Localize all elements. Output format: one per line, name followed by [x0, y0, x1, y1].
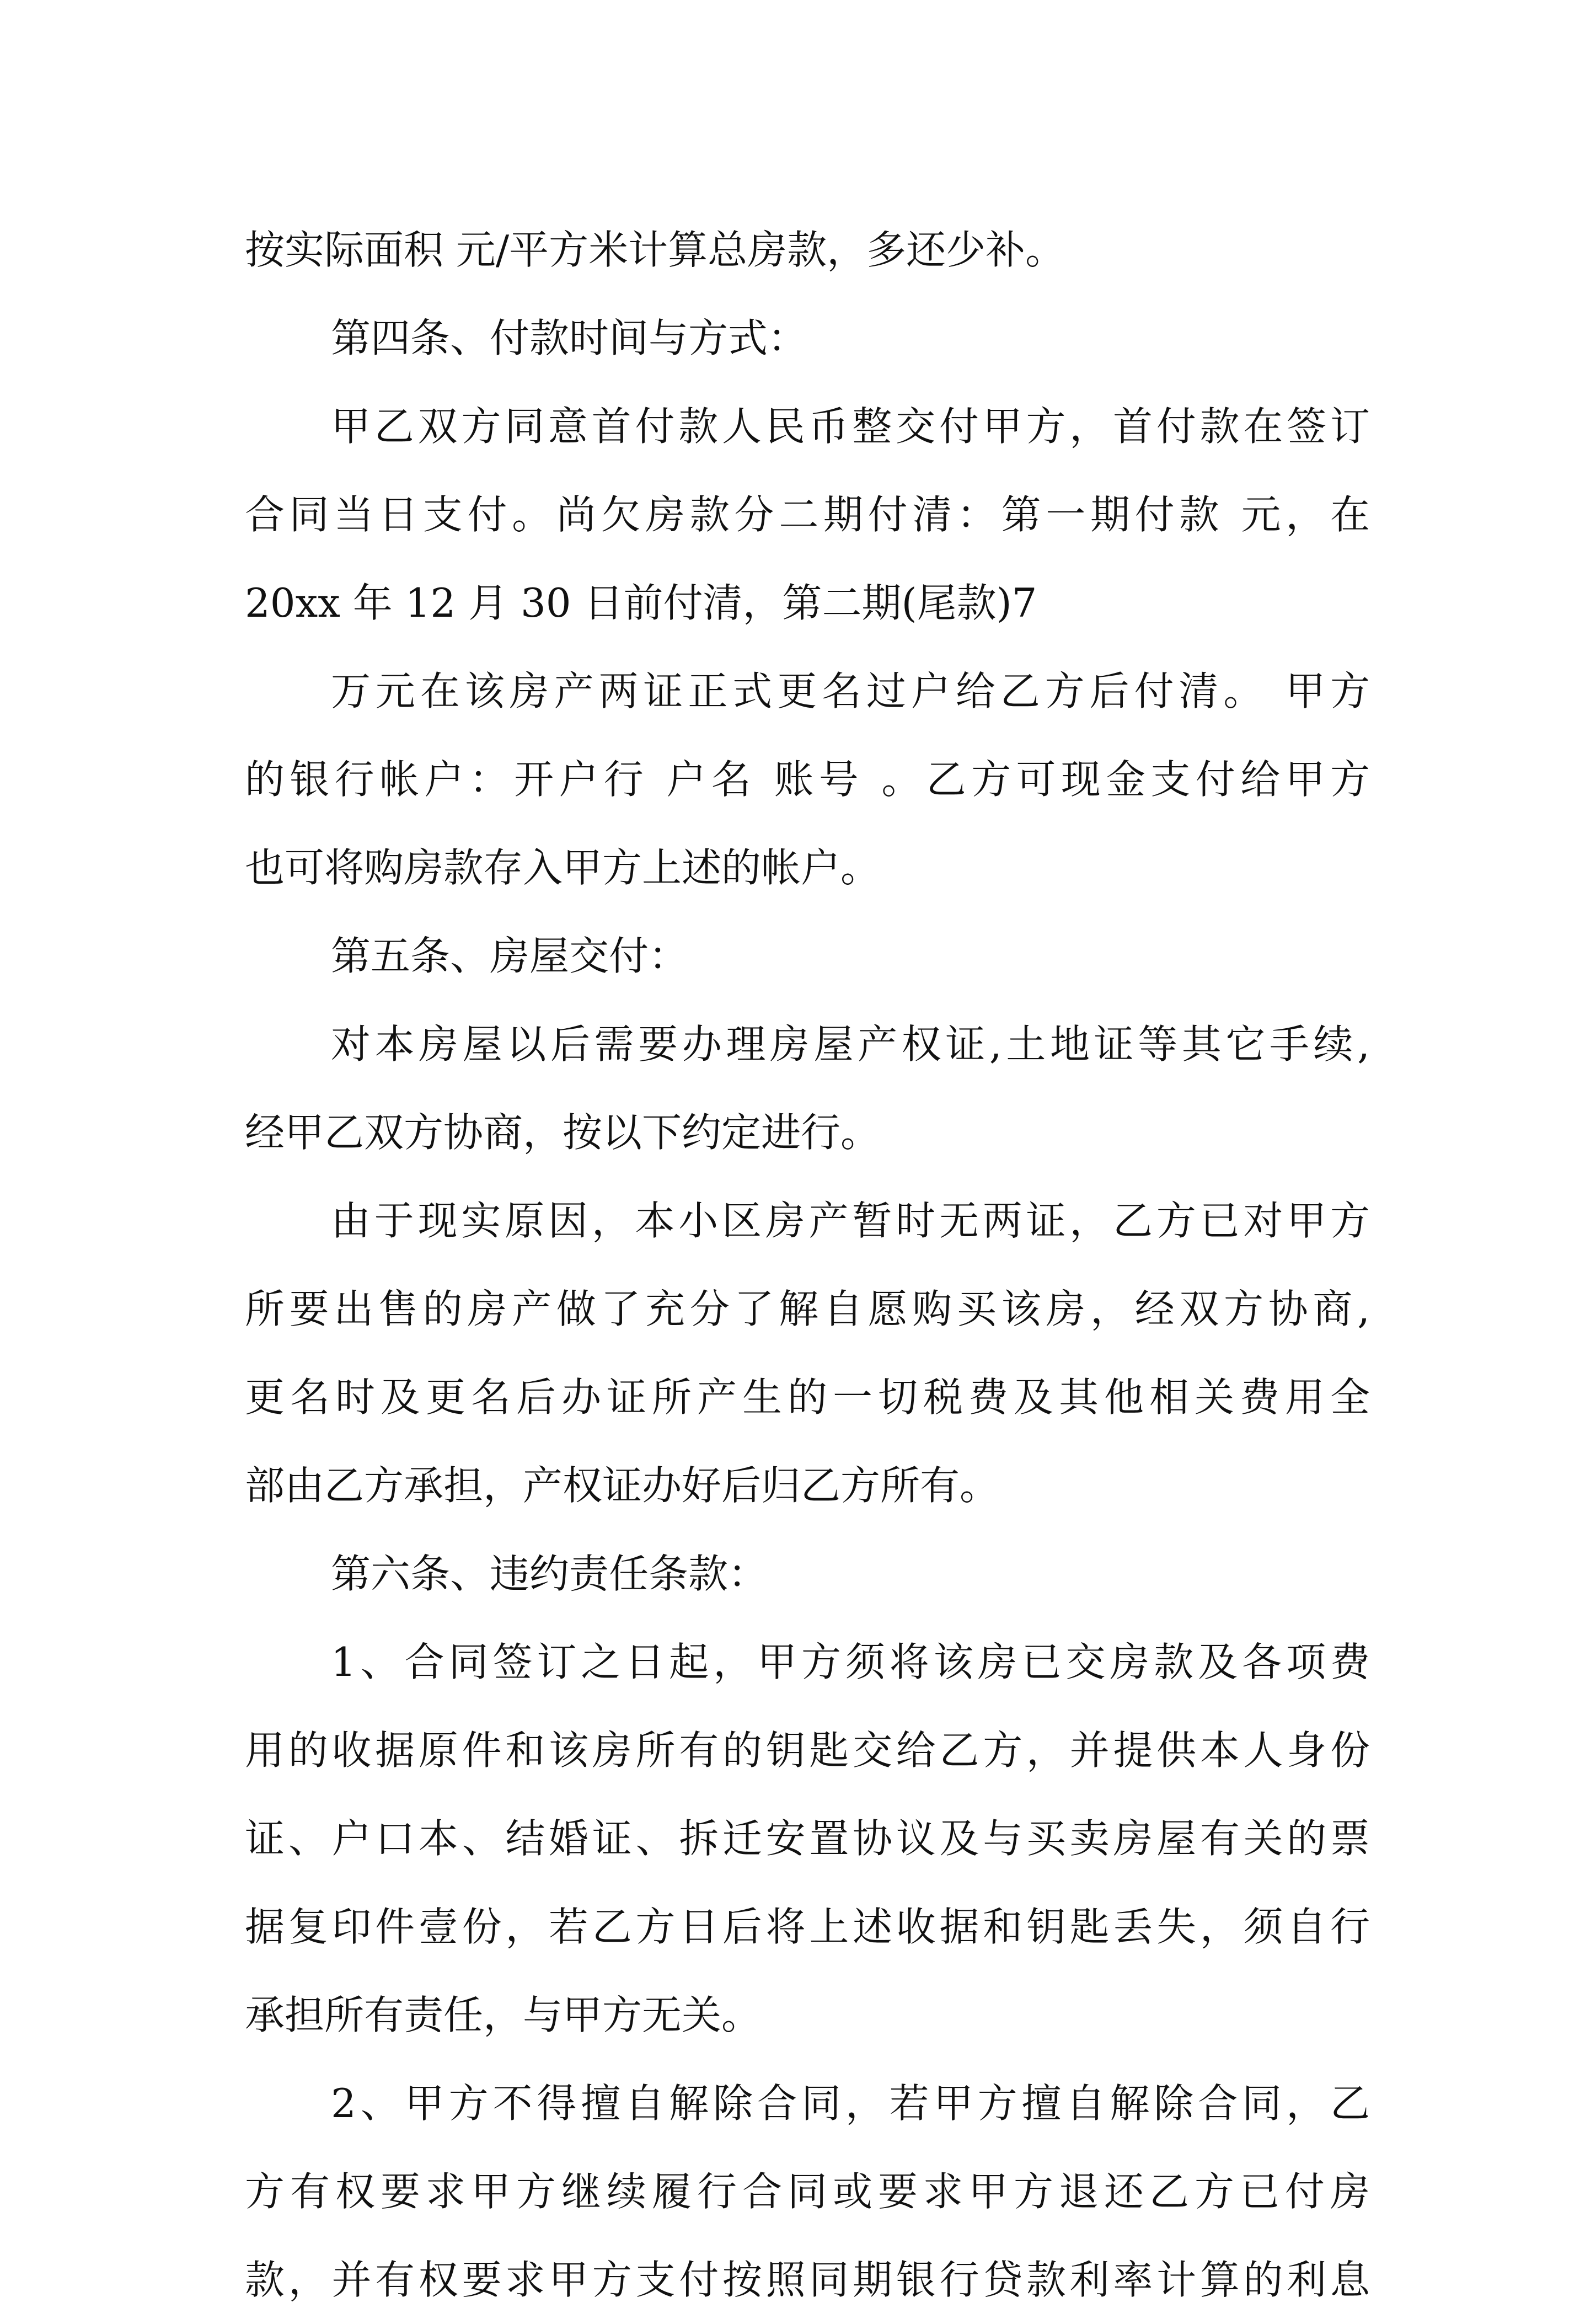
text-line: 由于现实原因，本小区房产暂时无两证，乙方已对甲方: [331, 1198, 1370, 1244]
text-line: 方有权要求甲方继续履行合同或要求甲方退还乙方已付房: [245, 2168, 1370, 2215]
text-line: 合同当日支付。尚欠房款分二期付清：第一期付款 元，在: [245, 491, 1370, 538]
text-line: 甲乙双方同意首付款人民币整交付甲方，首付款在签订: [331, 403, 1370, 450]
text-line: 万元在该房产两证正式更名过户给乙方后付清。 甲方: [331, 668, 1370, 714]
text-line: 的银行帐户：开户行 户名 账号 。乙方可现金支付给甲方: [245, 756, 1370, 803]
article-heading: 第六条、违约责任条款：: [331, 1551, 768, 1597]
text-line: 按实际面积 元/平方米计算总房款，多还少补。: [245, 227, 1065, 273]
article-heading: 第四条、付款时间与方式：: [331, 315, 808, 361]
text-line: 承担所有责任，与甲方无关。: [245, 1992, 762, 2038]
text-line: 证、户口本、结婚证、拆迁安置协议及与买卖房屋有关的票: [245, 1815, 1370, 1862]
text-line: 1、合同签订之日起，甲方须将该房已交房款及各项费: [331, 1639, 1370, 1685]
text-line: 20xx 年 12 月 30 日前付清，第二期(尾款)7: [245, 580, 1037, 626]
text-line: 2、甲方不得擅自解除合同，若甲方擅自解除合同，乙: [331, 2080, 1370, 2127]
text-line: 更名时及更名后办证所产生的一切税费及其他相关费用全: [245, 1374, 1370, 1420]
text-line: 对本房屋以后需要办理房屋产权证,土地证等其它手续,: [331, 1021, 1370, 1067]
text-line: 也可将购房款存入甲方上述的帐户。: [245, 845, 881, 891]
text-line: 所要出售的房产做了充分了解自愿购买该房，经双方协商,: [245, 1286, 1370, 1332]
text-line: 部由乙方承担，产权证办好后归乙方所有。: [245, 1462, 1000, 1509]
text-line: 经甲乙双方协商，按以下约定进行。: [245, 1109, 881, 1156]
text-line: 据复印件壹份，若乙方日后将上述收据和钥匙丢失，须自行: [245, 1904, 1370, 1950]
text-line: 用的收据原件和该房所有的钥匙交给乙方，并提供本人身份: [245, 1727, 1370, 1773]
article-heading: 第五条、房屋交付：: [331, 933, 689, 979]
text-line: 款，并有权要求甲方支付按照同期银行贷款利率计算的利息: [245, 2257, 1370, 2303]
